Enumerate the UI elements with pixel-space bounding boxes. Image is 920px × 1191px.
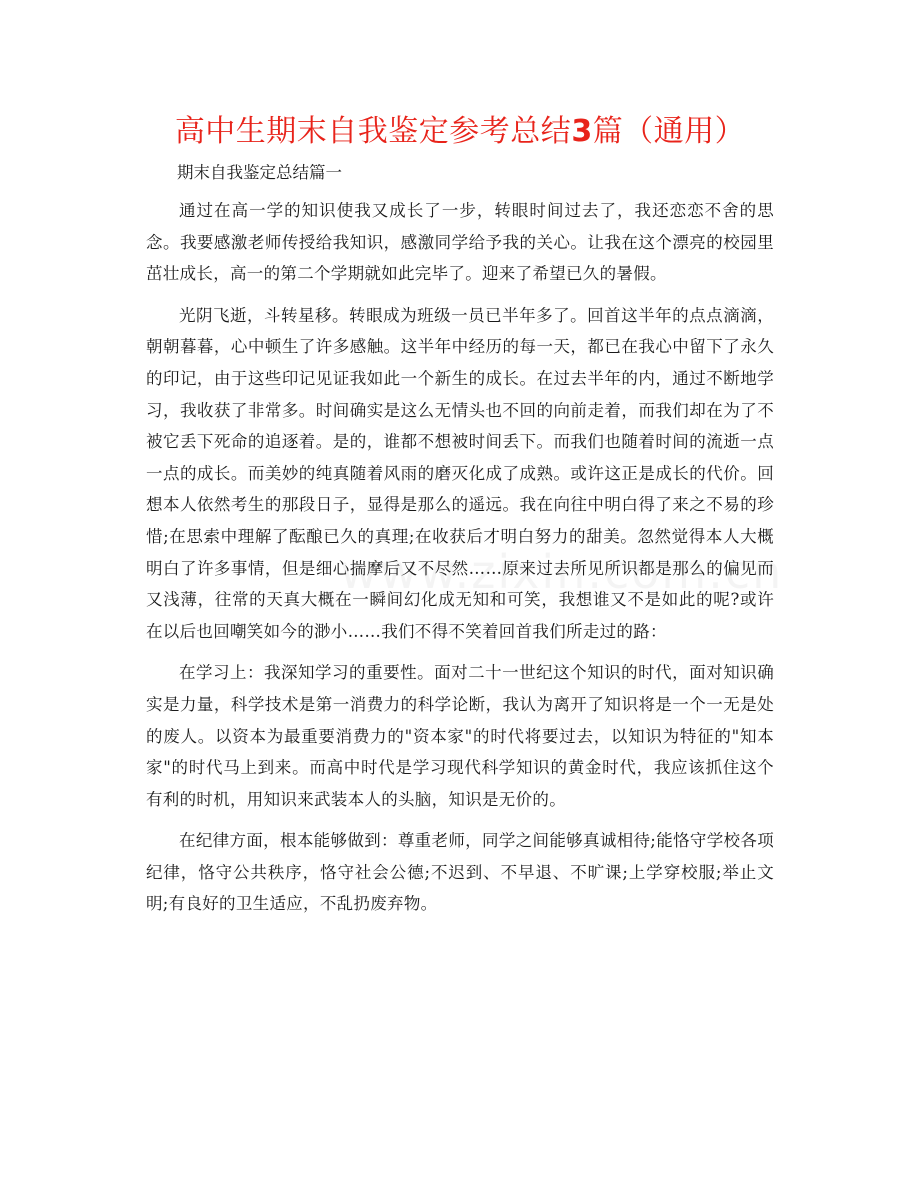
- document-title: [0, 112, 920, 152]
- title-text-suffix: 篇（通用）: [592, 114, 746, 149]
- paragraph-4: 在纪律方面，根本能够做到：尊重老师，同学之间能够真诚相待;能恪守学校各项纪律，恪守公共秩序，恪守社会公德;不迟到、不早退、不旷课;上学穿校服;举止文明;有良好的卫生适应，不乱扔废弃物。: [146, 831, 774, 914]
- paragraph-2: 光阴飞逝，斗转星移。转眼成为班级一员已半年多了。回首这半年的点点滴滴，朝朝暮暮，心中顿生了许多感触。这半年中经历的每一天，都已在我心中留下了永久的印记，由于这些印记见证我如此一个新生的成长。在过去半年的内，通过不断地学习，我收获了非常多。时间确实是这么无情头也不回的向前走着，而我们却在为了不被它丢下死命的追逐着。是的，谁都不想被时间丢下。而我们也随着时间的流逝一点一点的成长。而美妙的纯真随着风雨的磨灭化成了成熟。或许这正是成长的代价。回想本人依然考生的那段日子，显得是那么的遥远。我在向往中明白得了来之不易的珍惜;在思索中理解了酝酿已久的真理;在收获后才明白努力的甜美。忽然觉得本人大概明白了许多事情，但是细心揣摩后又不尽然……原来过去所见所识都是那么的偏见而又浅薄，往常的天真大概在一瞬间幻化成无知和可笑，我想谁又不是如此的呢?或许在以后也回嘲笑如今的渺小……我们不得不笑着回首我们所走过的路：: [146, 305, 774, 641]
- document-body: [146, 195, 774, 930]
- paragraph-1: 通过在高一学的知识使我又成长了一步，转眼时间过去了，我还恋恋不舍的思念。我要感激老师传授给我知识，感激同学给予我的关心。让我在这个漂亮的校园里茁壮成长，高一的第二个学期就如此完毕了。迎来了希望已久的暑假。: [146, 201, 774, 284]
- section-heading: 期末自我鉴定总结篇一: [177, 163, 342, 182]
- paragraph-3: 在学习上：我深知学习的重要性。面对二十一世纪这个知识的时代，面对知识确实是力量，科学技术是第一消费力的科学论断，我认为离开了知识将是一个一无是处的废人。以资本为最重要消费力的"资本家"的时代将要过去，以知识为特征的"知本家"的时代马上到来。而高中时代是学习现代科学知识的黄金时代，我应该抓住这个有利的时机，用知识来武装本人的头脑，知识是无价的。: [146, 663, 774, 809]
- title-text-prefix: 高中生期末自我鉴定参考总结: [174, 114, 572, 149]
- title-number: 3: [571, 114, 593, 149]
